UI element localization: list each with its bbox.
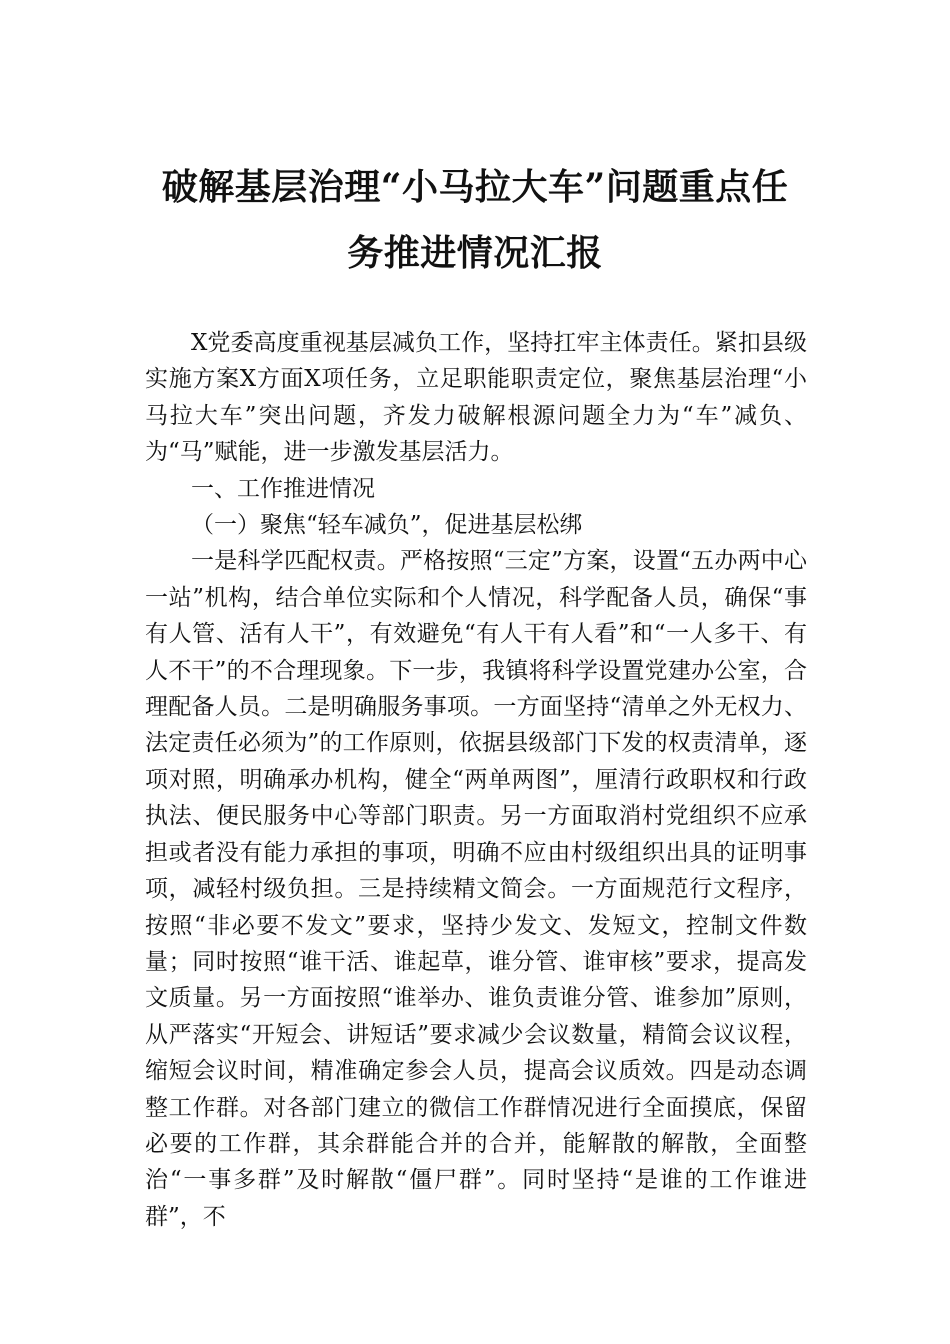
body-paragraph: 一是科学匹配权责。严格按照“三定”方案，设置“五办两中心一站”机构，结合单位实际和个人情况，科学配备人员，确保“事有人管、活有人干”，有效避免“有人干有人看”和“一人多干、有人不干”的不合理现象。下一步，我镇将科学设置党建办公室，合理配备人员。二是明确服务事项。一方面坚持“清单之外无权力、法定责任必须为”的工作原则，依据县级部门下发的权责清单，逐项对照，明确承办机构，健全“两单两图”，厘清行政职权和行政执法、便民服务中心等部门职责。另一方面取消村党组织不应承担或者没有能力承担的事项，明确不应由村级组织出具的证明事项，减轻村级负担。三是持续精文简会。一方面规范行文程序，按照“非必要不发文”要求，坚持少发文、发短文，控制文件数量；同时按照“谁干活、谁起草，谁分管、谁审核”要求，提高发文质量。另一方面按照“谁举办、谁负责谁分管、谁参加”原则，从严落实“开短会、讲短话”要求减少会议数量，精简会议议程，缩短会议时间，精准确定参会人员，提高会议质效。四是动态调整工作群。对各部门建立的微信工作群情况进行全面摸底，保留必要的工作群，其余群能合并的合并，能解散的解散，全面整治“一事多群”及时解散“僵尸群”。同时坚持“是谁的工作谁进群”，不 xyxy=(145,548,807,1230)
subsection-heading: （一）聚焦“轻车减负”，促进基层松绑 xyxy=(191,512,583,539)
section-heading: 一、工作推进情况 xyxy=(191,475,375,502)
document-title-line-1: 破解基层治理“小马拉大车”问题重点任 xyxy=(161,166,789,208)
intro-paragraph: X党委高度重视基层减负工作，坚持扛牢主体责任。紧扣县级实施方案X方面X项任务，立足职能职责定位，聚焦基层治理“小马拉大车”突出问题，齐发力破解根源问题全力为“车”减负、为“马”赋能，进一步激发基层活力。 xyxy=(145,330,807,466)
document-title-line-2: 务推进情况汇报 xyxy=(347,232,603,274)
document-body xyxy=(145,325,807,1235)
